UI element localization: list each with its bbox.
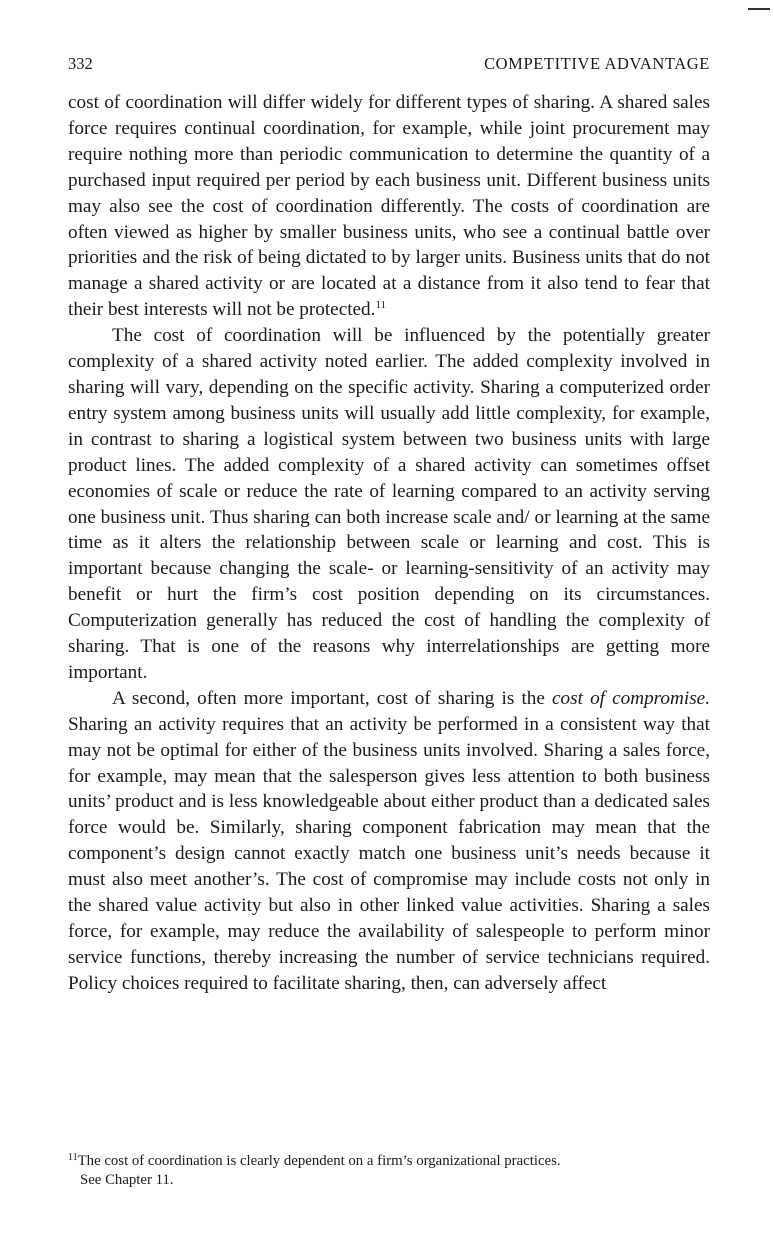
page-header xyxy=(68,54,710,80)
footnote-text: The cost of coordination is clearly dependent on a firm’s organizational practices. xyxy=(77,1153,561,1169)
paragraph-3 xyxy=(68,686,710,997)
footnote-11-continuation: See Chapter 11. xyxy=(80,1172,174,1188)
paragraph-3-lead: A second, often more important, cost of sharing is the xyxy=(112,687,553,709)
page-number: 332 xyxy=(68,54,93,73)
paragraph-1 xyxy=(68,90,710,323)
footnotes xyxy=(68,1152,710,1190)
paragraph-1-text: cost of coordination will differ widely for different types of sharing. A shared sales force requires continual coordination, for example, while joint procurement may require nothing more than periodic communication to determine the quantity of a purchased input required per period by each business unit. Different business units may also see the cost of coordination differently. The costs of coordination are often viewed as higher by smaller business units, who see a continual battle over priorities and the risk of being dictated to by larger units. Business units that do not manage a shared activity or are located at a distance from it also tend to fear that their best interests will not be protected. xyxy=(68,92,710,321)
footnote-marker: 11 xyxy=(68,1152,78,1163)
corner-mark xyxy=(748,8,770,10)
paragraph-2: The cost of coordination will be influenced by the potentially greater complexity of a shared activity noted earlier. The added complexity involved in sharing will vary, depending on the specific activity. Sharing a computerized order entry system among business units will usually add little complexity, for example, in contrast to sharing a logistical system between two business units with large product lines. The added complexity of a shared activity can sometimes offset economies of scale or reduce the rate of learning compared to an activity serving one business unit. Thus sharing can both increase scale and/ or learning at the same time as it alters the relationship between scale or learning and cost. This is important because changing the scale- or learning-sensitivity of an activity may benefit or hurt the firm’s cost position depending on its circumstances. Computerization generally has reduced the cost of handling the complexity of sharing. That is one of the reasons why interrelationships are getting more important. xyxy=(68,325,710,683)
paragraph-3-rest: Sharing an activity requires that an activity be performed in a consistent way that may not be optimal for either of the business units involved. Sharing a sales force, for example, may mean that the salesperson gives less attention to both business units’ product and is less knowledgeable about either product than a dedicated sales force would be. Similarly, sharing component fabrication may mean that the component’s design cannot exactly match one business unit’s needs because it must also meet another’s. The cost of compromise may include costs not only in the shared value activity but also in other linked value activities. Sharing a sales force, for example, may reduce the availability of salespeople to perform minor service functions, thereby increasing the number of service technicians required. Policy choices required to facilitate sharing, then, can adversely affect xyxy=(68,713,710,994)
emphasis-cost-of-compromise: cost of compromise. xyxy=(552,687,710,709)
footnote-11 xyxy=(68,1152,710,1171)
body-text xyxy=(68,90,710,997)
running-head: COMPETITIVE ADVANTAGE xyxy=(484,54,710,73)
footnote-reference: 11 xyxy=(375,299,387,312)
